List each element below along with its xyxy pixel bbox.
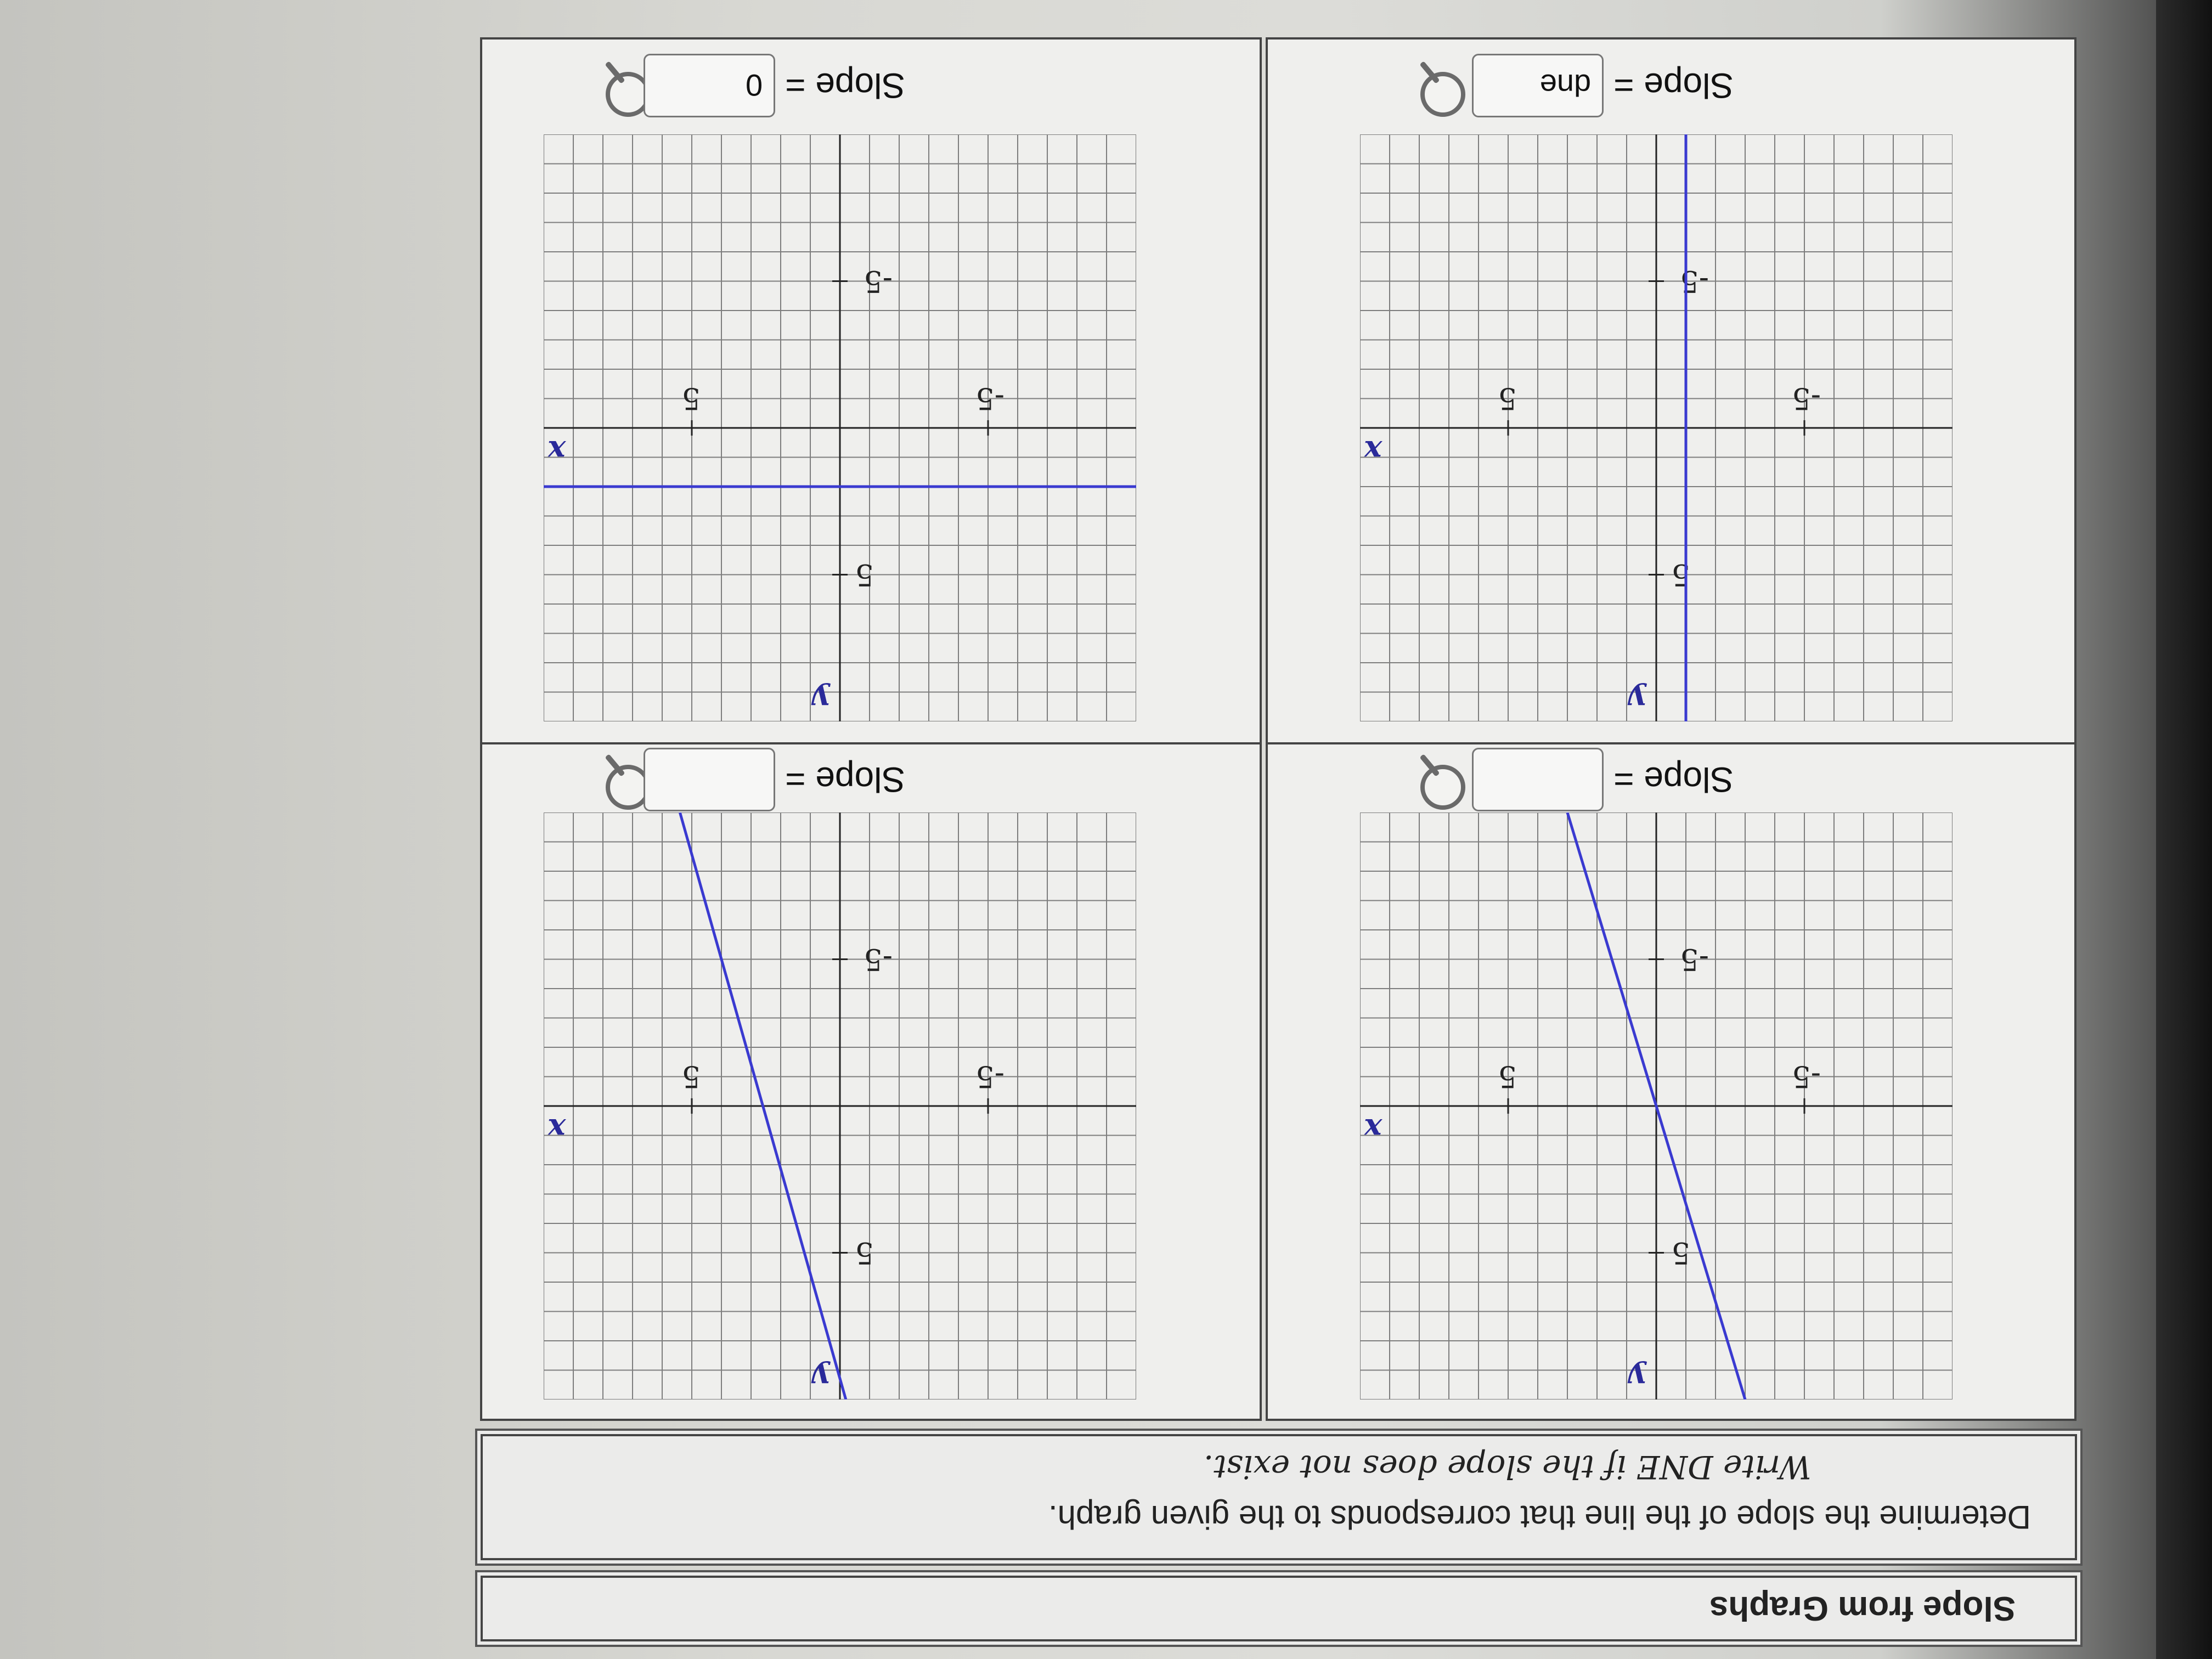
slope-label: Slope = [1613,66,1734,105]
y-tick-label: -5 [864,942,893,977]
slope-answer-1 [1472,748,1734,811]
graph-1-magnify-icon[interactable] [1420,765,1465,810]
x-tick-label: -5 [975,1059,1005,1094]
graph-panel-1 [1266,739,2076,1421]
graph-panel-4 [480,37,1262,744]
slope-input-3[interactable]: dne [1472,54,1604,117]
slope-label: Slope = [1613,760,1734,799]
x-axis-label: x [1364,434,1382,469]
slope-answer-2 [644,748,905,811]
x-tick-label: 5 [1498,381,1517,416]
y-tick-label: 5 [855,557,874,592]
slope-answer-3 [1472,54,1734,117]
title-box [481,1576,2077,1641]
x-axis-label: x [548,1112,566,1147]
graph-2-chart [544,812,1136,1400]
x-tick-label: -5 [1792,381,1821,416]
x-tick-label: 5 [1498,1059,1517,1094]
x-tick-label: 5 [681,1059,701,1094]
graph-4-chart [544,134,1136,721]
x-tick-label: 5 [681,381,701,416]
page-title: Slope from Graphs [1709,1589,2016,1628]
x-axis-label: x [1364,1112,1382,1147]
y-tick-label: 5 [1671,557,1690,592]
slope-label: Slope = [785,760,905,799]
y-tick-label: 5 [855,1235,874,1271]
y-axis-label: y [1629,682,1646,718]
slope-input-1[interactable] [1472,748,1604,811]
instruction-note: Write DNE if the slope does not exist. [1203,1448,1812,1486]
monitor-bezel [2156,0,2212,1659]
y-axis-label: y [812,682,830,718]
x-axis-label: x [548,434,566,469]
slope-input-2[interactable] [644,748,775,811]
graph-3-chart [1360,134,1953,721]
instructions-box [481,1434,2077,1560]
x-tick-label: -5 [975,381,1005,416]
slope-label: Slope = [785,66,905,105]
y-tick-label: -5 [1680,264,1709,299]
graph-panel-3 [1266,37,2076,744]
y-tick-label: 5 [1671,1235,1690,1271]
slope-answer-4 [644,54,905,117]
instruction-text: Determine the slope of the line that corresponds to the given graph. [1048,1499,2031,1536]
x-tick-label: -5 [1792,1059,1821,1094]
y-axis-label: y [812,1361,830,1396]
y-tick-label: -5 [1680,942,1709,977]
graph-panel-2 [480,739,1262,1421]
graph-3-magnify-icon[interactable] [1420,72,1465,117]
graph-1-chart [1360,812,1953,1400]
slope-input-4[interactable]: 0 [644,54,775,117]
y-axis-label: y [1629,1361,1646,1396]
y-tick-label: -5 [864,264,893,299]
